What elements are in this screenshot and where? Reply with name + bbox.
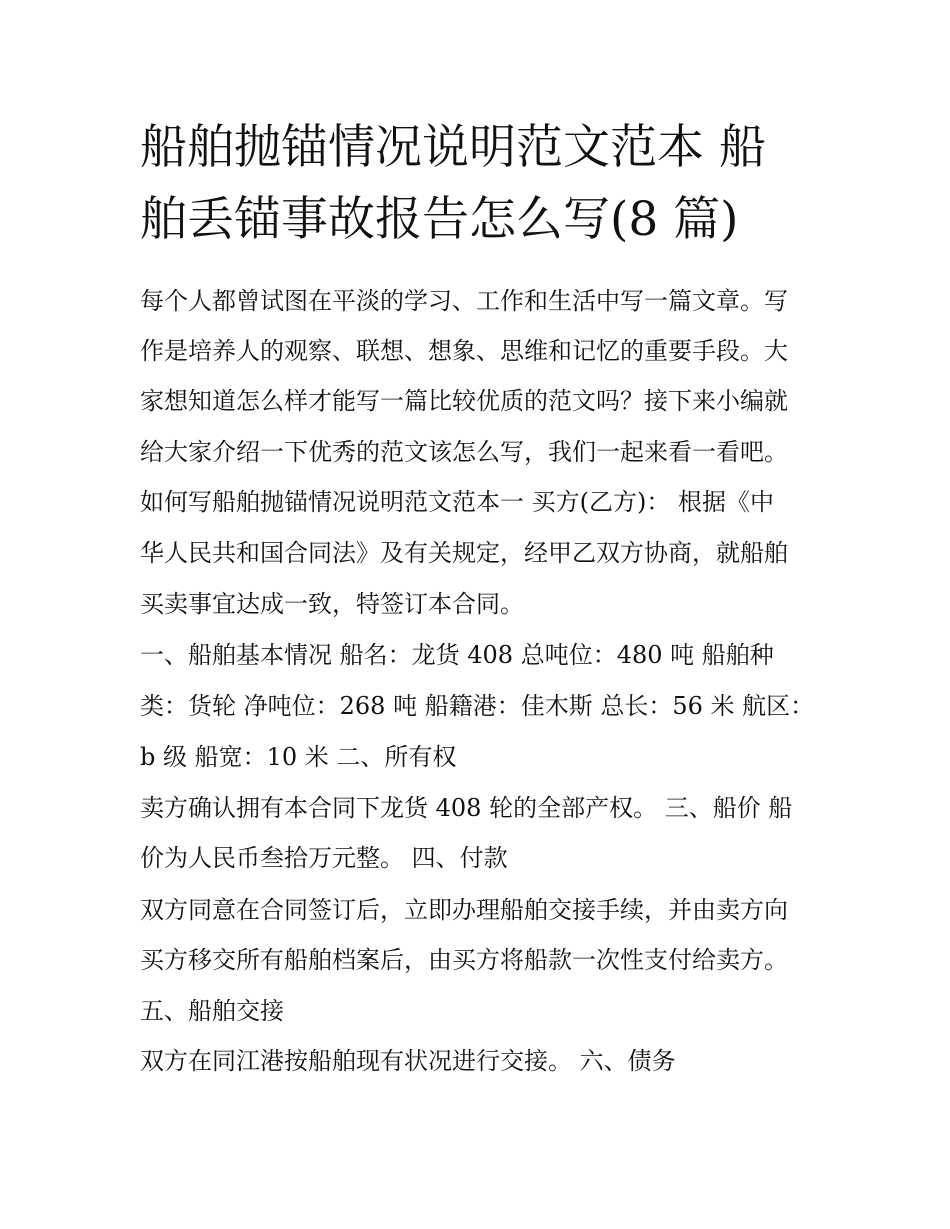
- body-line-2: 作是培养人的观察、联想、想象、思维和记忆的重要手段。大: [140, 337, 788, 365]
- document-title: [140, 112, 820, 256]
- body-line-13: 双方同意在合同签订后，立即办理船舶交接手续，并由卖方向: [140, 896, 788, 924]
- title-line-1: 船舶抛锚情况说明范文范本 船: [140, 120, 766, 175]
- body-line-16: 双方在同江港按船舶现有状况进行交接。 六、债务: [140, 1047, 676, 1075]
- body-line-10: b 级 船宽：10 米 二、所有权: [140, 743, 457, 771]
- body-line-1: 每个人都曾试图在平淡的学习、工作和生活中写一篇文章。写: [140, 287, 788, 315]
- body-line-7: 买卖事宜达成一致，特签订本合同。: [140, 590, 524, 618]
- body-line-12: 价为人民币叁拾万元整。 四、付款: [140, 844, 508, 872]
- body-line-11: 卖方确认拥有本合同下龙货 408 轮的全部产权。 三、船价 船: [140, 794, 793, 822]
- body-line-14: 买方移交所有船舶档案后，由买方将船款一次性支付给卖方。: [140, 946, 788, 974]
- body-line-15: 五、船舶交接: [140, 997, 284, 1025]
- body-line-8: 一、船舶基本情况 船名：龙货 408 总吨位：480 吨 船舶种: [140, 641, 774, 669]
- body-line-6: 华人民共和国合同法》及有关规定，经甲乙双方协商，就船舶: [140, 539, 788, 567]
- body-line-5: 如何写船舶抛锚情况说明范文范本一 买方(乙方)： 根据《中: [140, 488, 774, 516]
- body-line-9: 类：货轮 净吨位：268 吨 船籍港：佳木斯 总长：56 米 航区：: [140, 692, 815, 720]
- body-line-3: 家想知道怎么样才能写一篇比较优质的范文吗？接下来小编就: [140, 387, 788, 415]
- body-line-4: 给大家介绍一下优秀的范文该怎么写，我们一起来看一看吧。: [140, 438, 788, 466]
- title-line-2: 舶丢锚事故报告怎么写(8 篇): [140, 192, 739, 247]
